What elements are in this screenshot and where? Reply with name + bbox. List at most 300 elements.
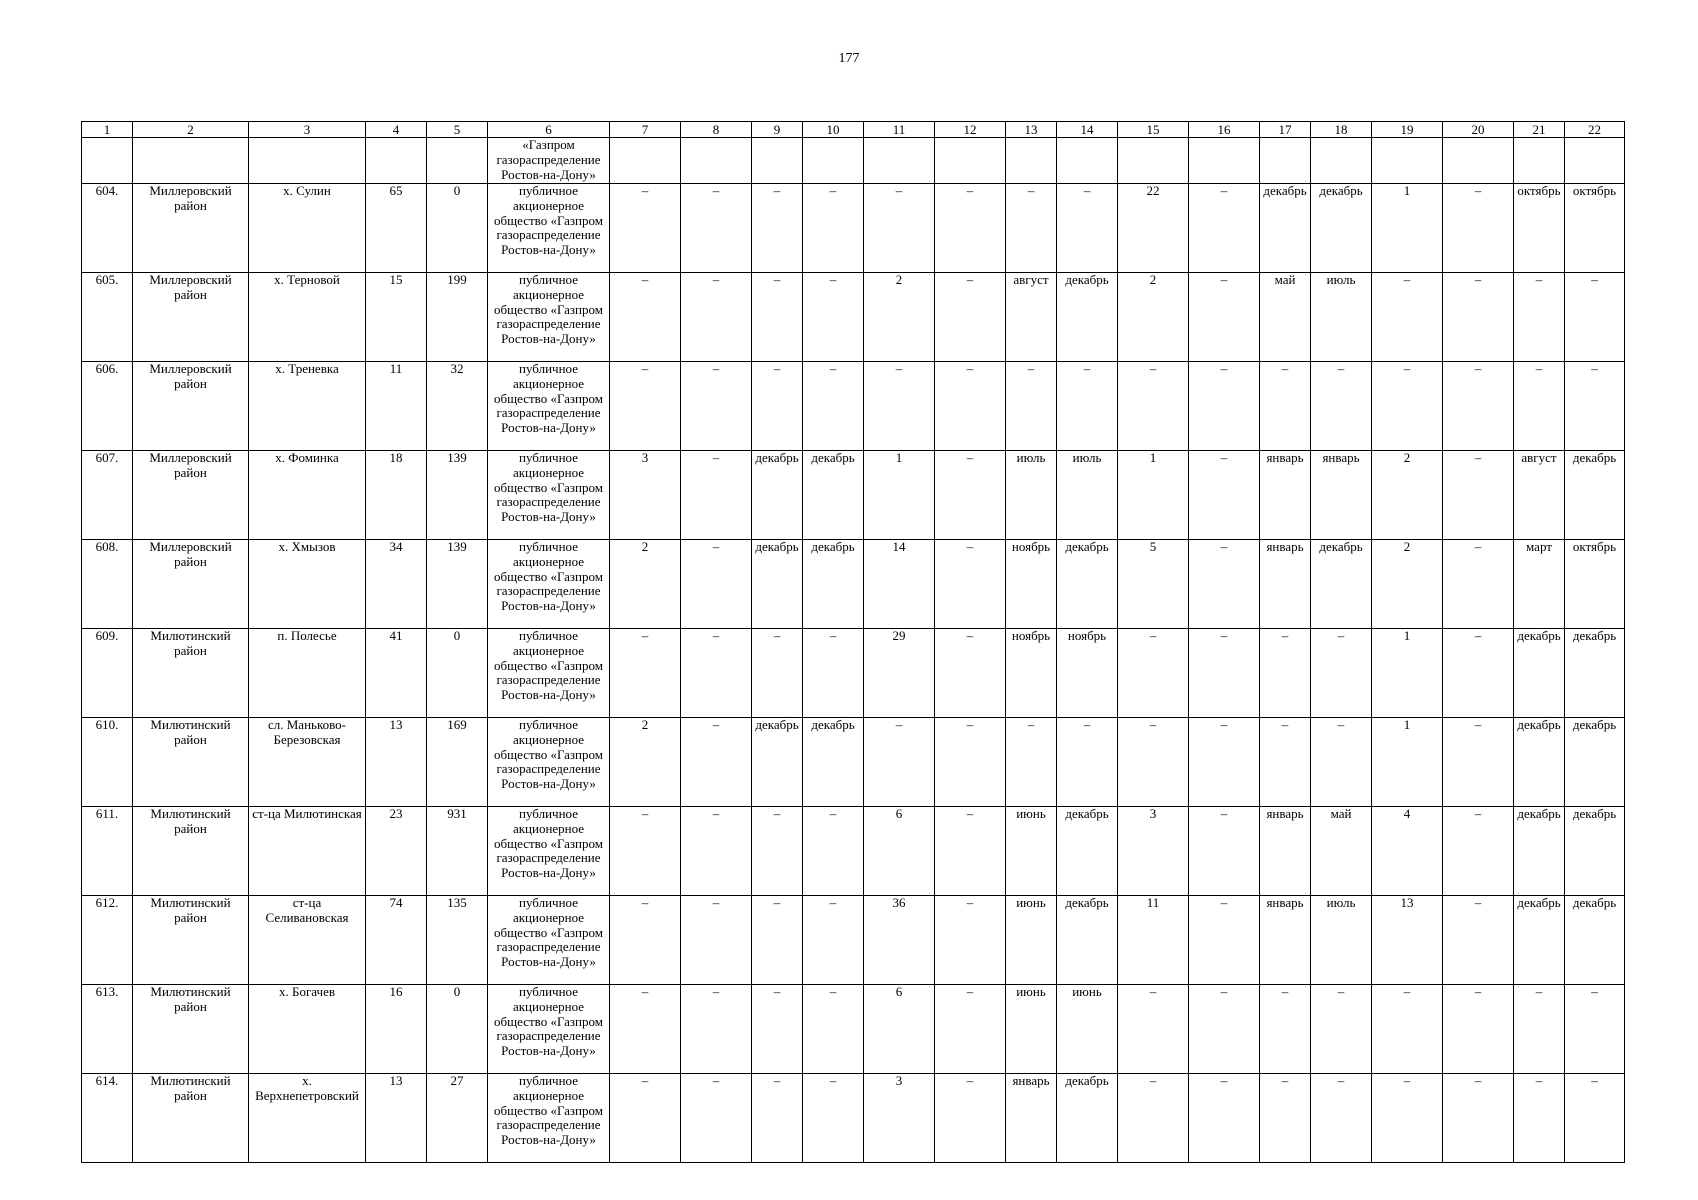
table-cell: – [803, 362, 864, 451]
table-cell: 2 [1372, 540, 1443, 629]
table-cell: 18 [366, 451, 427, 540]
table-cell: – [1372, 273, 1443, 362]
row-number-cell: 612. [82, 896, 133, 985]
table-cell: – [681, 1074, 752, 1163]
table-cell: декабрь [803, 540, 864, 629]
settlement-cell: ст-ца Селивановская [249, 896, 366, 985]
row-number-cell: 607. [82, 451, 133, 540]
table-cell: июль [1006, 451, 1057, 540]
column-number-row [82, 122, 1625, 138]
organization-cell: публичное акционерное общество «Газпром газораспределение Ростов-на-Дону» [488, 807, 610, 896]
table-cell: декабрь [1057, 273, 1118, 362]
column-number-cell: 19 [1372, 122, 1443, 138]
table-cell: – [1443, 273, 1514, 362]
table-cell: 0 [427, 985, 488, 1074]
table-cell: – [1311, 985, 1372, 1074]
table-cell: июль [1057, 451, 1118, 540]
column-number-cell: 4 [366, 122, 427, 138]
table-cell: – [1260, 362, 1311, 451]
table-cell: – [935, 718, 1006, 807]
table-cell: – [1260, 718, 1311, 807]
settlement-cell: х. Терновой [249, 273, 366, 362]
column-number-cell: 22 [1565, 122, 1625, 138]
table-cell: – [803, 629, 864, 718]
row-number-cell: 606. [82, 362, 133, 451]
table-row [82, 1074, 1625, 1163]
district-cell: Миллеровский район [133, 184, 249, 273]
table-cell: – [681, 629, 752, 718]
table-cell: 139 [427, 451, 488, 540]
table-cell: октябрь [1514, 184, 1565, 273]
table-cell: июль [1311, 273, 1372, 362]
table-cell: – [1443, 1074, 1514, 1163]
table-row [82, 451, 1625, 540]
table-cell: – [681, 807, 752, 896]
table-cell: декабрь [1565, 896, 1625, 985]
table-cell [1118, 138, 1189, 184]
table-cell: – [803, 273, 864, 362]
table-cell: – [935, 896, 1006, 985]
table-cell: – [1565, 1074, 1625, 1163]
table-cell: май [1311, 807, 1372, 896]
table-cell: – [1189, 273, 1260, 362]
table-cell: – [1565, 273, 1625, 362]
table-cell: декабрь [1514, 807, 1565, 896]
table-cell: 13 [366, 718, 427, 807]
table-cell: 1 [1372, 184, 1443, 273]
table-cell: – [1189, 718, 1260, 807]
table-cell: – [935, 1074, 1006, 1163]
table-cell: май [1260, 273, 1311, 362]
table-cell: 1 [864, 451, 935, 540]
table-cell: 2 [610, 540, 681, 629]
row-number-cell: 610. [82, 718, 133, 807]
table-cell [1006, 138, 1057, 184]
organization-cell: публичное акционерное общество «Газпром газораспределение Ростов-на-Дону» [488, 451, 610, 540]
district-cell: Миллеровский район [133, 540, 249, 629]
row-number-cell: 609. [82, 629, 133, 718]
table-cell: – [752, 184, 803, 273]
table-cell [1514, 138, 1565, 184]
table-row [82, 718, 1625, 807]
row-number-cell: 608. [82, 540, 133, 629]
table-cell: – [935, 540, 1006, 629]
table-cell: декабрь [1311, 184, 1372, 273]
table-cell: ноябрь [1006, 629, 1057, 718]
table-row [82, 807, 1625, 896]
data-table [81, 121, 1625, 1163]
table-cell: – [803, 184, 864, 273]
organization-cell: публичное акционерное общество «Газпром газораспределение Ростов-на-Дону» [488, 184, 610, 273]
column-number-cell: 6 [488, 122, 610, 138]
column-number-cell: 20 [1443, 122, 1514, 138]
district-cell: Милютинский район [133, 629, 249, 718]
table-cell: – [752, 362, 803, 451]
district-cell: Милютинский район [133, 896, 249, 985]
table-cell: – [1565, 362, 1625, 451]
district-cell: Миллеровский район [133, 273, 249, 362]
table-cell: декабрь [1514, 718, 1565, 807]
settlement-cell: х. Треневка [249, 362, 366, 451]
table-cell: – [935, 451, 1006, 540]
table-cell: – [681, 985, 752, 1074]
table-cell: январь [1260, 896, 1311, 985]
table-cell: декабрь [1565, 629, 1625, 718]
table-row [82, 985, 1625, 1074]
table-cell: 29 [864, 629, 935, 718]
table-cell [681, 138, 752, 184]
table-cell: декабрь [752, 718, 803, 807]
table-cell: 1 [1372, 629, 1443, 718]
row-number-cell: 604. [82, 184, 133, 273]
table-cell: 139 [427, 540, 488, 629]
table-cell: – [935, 629, 1006, 718]
table-cell: 0 [427, 184, 488, 273]
table-cell: январь [1260, 451, 1311, 540]
row-number-cell: 605. [82, 273, 133, 362]
table-cell: – [1118, 1074, 1189, 1163]
table-cell: – [935, 985, 1006, 1074]
table-cell: – [1372, 362, 1443, 451]
table-cell: – [1311, 362, 1372, 451]
table-cell: 169 [427, 718, 488, 807]
table-cell: – [1443, 184, 1514, 273]
table-cell: – [1443, 807, 1514, 896]
table-cell: март [1514, 540, 1565, 629]
table-cell: – [1118, 985, 1189, 1074]
column-number-cell: 12 [935, 122, 1006, 138]
organization-cell: публичное акционерное общество «Газпром газораспределение Ростов-на-Дону» [488, 273, 610, 362]
table-cell: – [1189, 807, 1260, 896]
table-cell [1372, 138, 1443, 184]
table-row [82, 629, 1625, 718]
table-cell: декабрь [1311, 540, 1372, 629]
table-cell: – [864, 718, 935, 807]
table-cell: 13 [1372, 896, 1443, 985]
organization-cell: публичное акционерное общество «Газпром газораспределение Ростов-на-Дону» [488, 540, 610, 629]
table-cell: – [1514, 362, 1565, 451]
table-cell: октябрь [1565, 184, 1625, 273]
column-number-cell: 18 [1311, 122, 1372, 138]
table-cell: июнь [1006, 807, 1057, 896]
table-cell: – [610, 362, 681, 451]
district-cell: Милютинский район [133, 807, 249, 896]
table-cell: декабрь [1260, 184, 1311, 273]
table-cell: декабрь [752, 451, 803, 540]
table-cell: август [1006, 273, 1057, 362]
table-cell: декабрь [1514, 896, 1565, 985]
column-number-cell: 2 [133, 122, 249, 138]
table-cell: 5 [1118, 540, 1189, 629]
table-cell [1565, 138, 1625, 184]
table-cell: – [681, 540, 752, 629]
table-cell: – [803, 896, 864, 985]
table-cell: 2 [864, 273, 935, 362]
settlement-cell: х. Сулин [249, 184, 366, 273]
table-cell: – [681, 451, 752, 540]
table-cell: – [1514, 985, 1565, 1074]
table-cell: – [752, 629, 803, 718]
table-cell: – [681, 273, 752, 362]
table-cell: – [1443, 718, 1514, 807]
table-cell: – [1118, 718, 1189, 807]
column-number-cell: 5 [427, 122, 488, 138]
settlement-cell: х. Верхнепетровский [249, 1074, 366, 1163]
table-cell: декабрь [1057, 807, 1118, 896]
table-cell: декабрь [1057, 896, 1118, 985]
table-cell: 3 [864, 1074, 935, 1163]
table-cell: – [1372, 985, 1443, 1074]
table-cell: – [1443, 451, 1514, 540]
table-cell [249, 138, 366, 184]
table-cell [1443, 138, 1514, 184]
organization-cell: публичное акционерное общество «Газпром газораспределение Ростов-на-Дону» [488, 985, 610, 1074]
table-cell: январь [1311, 451, 1372, 540]
table-cell: – [803, 807, 864, 896]
table-cell: – [1189, 451, 1260, 540]
table-cell: 3 [1118, 807, 1189, 896]
table-cell: октябрь [1565, 540, 1625, 629]
table-cell: ноябрь [1006, 540, 1057, 629]
table-cell: – [752, 985, 803, 1074]
table-cell: – [1565, 985, 1625, 1074]
district-cell: Миллеровский район [133, 451, 249, 540]
column-number-cell: 10 [803, 122, 864, 138]
table-row [82, 184, 1625, 273]
table-cell: декабрь [1514, 629, 1565, 718]
table-cell: – [803, 985, 864, 1074]
district-cell: Милютинский район [133, 1074, 249, 1163]
settlement-cell: п. Полесье [249, 629, 366, 718]
organization-cell: публичное акционерное общество «Газпром газораспределение Ростов-на-Дону» [488, 362, 610, 451]
table-cell: 41 [366, 629, 427, 718]
column-number-cell: 7 [610, 122, 681, 138]
table-cell: – [1189, 629, 1260, 718]
table-cell: – [1443, 896, 1514, 985]
table-cell: 2 [1372, 451, 1443, 540]
table-cell: – [1057, 718, 1118, 807]
table-cell: 14 [864, 540, 935, 629]
organization-cell: публичное акционерное общество «Газпром газораспределение Ростов-на-Дону» [488, 1074, 610, 1163]
column-number-cell: 8 [681, 122, 752, 138]
table-cell: – [752, 273, 803, 362]
table-cell: январь [1006, 1074, 1057, 1163]
table-cell: – [803, 1074, 864, 1163]
table-cell [427, 138, 488, 184]
table-cell: декабрь [803, 718, 864, 807]
table-cell: – [610, 273, 681, 362]
table-cell: – [1118, 362, 1189, 451]
table-cell: 22 [1118, 184, 1189, 273]
table-cell: – [1260, 1074, 1311, 1163]
table-cell: – [1189, 985, 1260, 1074]
table-cell [1311, 138, 1372, 184]
table-cell: – [752, 807, 803, 896]
table-cell: – [1006, 718, 1057, 807]
table-cell: – [1443, 362, 1514, 451]
organization-cell: публичное акционерное общество «Газпром газораспределение Ростов-на-Дону» [488, 896, 610, 985]
table-cell: – [1189, 184, 1260, 273]
table-cell: ноябрь [1057, 629, 1118, 718]
table-cell: – [1118, 629, 1189, 718]
settlement-cell: сл. Маньково-Березовская [249, 718, 366, 807]
table-cell [1057, 138, 1118, 184]
table-cell [82, 138, 133, 184]
settlement-cell: х. Хмызов [249, 540, 366, 629]
table-cell: декабрь [752, 540, 803, 629]
table-cell: 23 [366, 807, 427, 896]
table-cell [366, 138, 427, 184]
table-cell: 0 [427, 629, 488, 718]
table-cell: – [610, 184, 681, 273]
column-number-cell: 1 [82, 122, 133, 138]
table-cell [752, 138, 803, 184]
table-cell: январь [1260, 807, 1311, 896]
table-cell: – [752, 896, 803, 985]
table-cell: – [610, 807, 681, 896]
table-cell: 27 [427, 1074, 488, 1163]
table-cell: – [1189, 540, 1260, 629]
settlement-cell: ст-ца Милютинская [249, 807, 366, 896]
table-cell: – [935, 807, 1006, 896]
district-cell: Милютинский район [133, 718, 249, 807]
table-cell: – [1311, 1074, 1372, 1163]
table-cell: декабрь [1565, 807, 1625, 896]
table-cell: 135 [427, 896, 488, 985]
table-cell: – [935, 273, 1006, 362]
table-cell: 2 [1118, 273, 1189, 362]
district-cell: Миллеровский район [133, 362, 249, 451]
table-cell: – [681, 184, 752, 273]
table-cell: – [935, 362, 1006, 451]
table-row [82, 362, 1625, 451]
table-cell: – [864, 362, 935, 451]
table-cell: – [1311, 718, 1372, 807]
table-cell: 931 [427, 807, 488, 896]
table-cell: – [1443, 629, 1514, 718]
table-cell: 34 [366, 540, 427, 629]
table-cell: – [935, 184, 1006, 273]
table-cell [1189, 138, 1260, 184]
column-number-cell: 16 [1189, 122, 1260, 138]
column-number-cell: 3 [249, 122, 366, 138]
table-cell: 6 [864, 985, 935, 1074]
table-cell: – [1372, 1074, 1443, 1163]
table-cell: – [610, 1074, 681, 1163]
table-cell: 15 [366, 273, 427, 362]
table-cell: – [1006, 184, 1057, 273]
settlement-cell: х. Богачев [249, 985, 366, 1074]
table-row [82, 540, 1625, 629]
table-cell: – [681, 896, 752, 985]
table-cell: июль [1311, 896, 1372, 985]
table-cell: – [1311, 629, 1372, 718]
table-cell: – [610, 985, 681, 1074]
table-cell: 11 [1118, 896, 1189, 985]
table-cell: 3 [610, 451, 681, 540]
row-number-cell: 614. [82, 1074, 133, 1163]
table-cell: 13 [366, 1074, 427, 1163]
table-cell: 199 [427, 273, 488, 362]
table-cell: 16 [366, 985, 427, 1074]
table-cell: декабрь [1565, 451, 1625, 540]
table-cell: 74 [366, 896, 427, 985]
organization-cell: публичное акционерное общество «Газпром газораспределение Ростов-на-Дону» [488, 629, 610, 718]
table-cell: июнь [1057, 985, 1118, 1074]
table-cell: 6 [864, 807, 935, 896]
table-cell [935, 138, 1006, 184]
table-cell [803, 138, 864, 184]
table-cell: – [1006, 362, 1057, 451]
district-cell: Милютинский район [133, 985, 249, 1074]
table-cell: – [1260, 629, 1311, 718]
table-cell: «Газпром газораспределение Ростов-на-Дону» [488, 138, 610, 184]
table-cell: август [1514, 451, 1565, 540]
table-cell: 1 [1372, 718, 1443, 807]
table-cell: 36 [864, 896, 935, 985]
table-cell: – [610, 629, 681, 718]
table-cell: 4 [1372, 807, 1443, 896]
table-cell: – [1189, 362, 1260, 451]
table-cell: январь [1260, 540, 1311, 629]
table-cell: декабрь [1057, 1074, 1118, 1163]
table-cell: – [1057, 184, 1118, 273]
organization-cell: публичное акционерное общество «Газпром газораспределение Ростов-на-Дону» [488, 718, 610, 807]
row-number-cell: 613. [82, 985, 133, 1074]
table-cell: 2 [610, 718, 681, 807]
table-cell: – [610, 896, 681, 985]
table-cell: декабрь [1057, 540, 1118, 629]
table-cell: июнь [1006, 985, 1057, 1074]
table-cell: – [681, 362, 752, 451]
table-row [82, 273, 1625, 362]
table-cell: – [681, 718, 752, 807]
table-cell: – [1260, 985, 1311, 1074]
table-row [82, 896, 1625, 985]
table-cell: декабрь [1565, 718, 1625, 807]
table-cell: – [1189, 896, 1260, 985]
table-cell: 32 [427, 362, 488, 451]
table-cell [1260, 138, 1311, 184]
table-cell [610, 138, 681, 184]
row-number-cell: 611. [82, 807, 133, 896]
column-number-cell: 14 [1057, 122, 1118, 138]
table-cell: – [1443, 540, 1514, 629]
column-number-cell: 13 [1006, 122, 1057, 138]
table-cell: 11 [366, 362, 427, 451]
page-number: 177 [838, 51, 860, 66]
table-cell: – [1443, 985, 1514, 1074]
table-cell: – [1189, 1074, 1260, 1163]
table-cell: – [1514, 273, 1565, 362]
table-cell [864, 138, 935, 184]
continuation-row [82, 138, 1625, 184]
table-cell: – [1514, 1074, 1565, 1163]
column-number-cell: 21 [1514, 122, 1565, 138]
settlement-cell: х. Фоминка [249, 451, 366, 540]
column-number-cell: 17 [1260, 122, 1311, 138]
table-cell: – [864, 184, 935, 273]
table-cell: 1 [1118, 451, 1189, 540]
table-cell: декабрь [803, 451, 864, 540]
table-cell: июнь [1006, 896, 1057, 985]
table-cell: – [1057, 362, 1118, 451]
table-cell [133, 138, 249, 184]
column-number-cell: 11 [864, 122, 935, 138]
column-number-cell: 9 [752, 122, 803, 138]
table-cell: – [752, 1074, 803, 1163]
table-cell: 65 [366, 184, 427, 273]
